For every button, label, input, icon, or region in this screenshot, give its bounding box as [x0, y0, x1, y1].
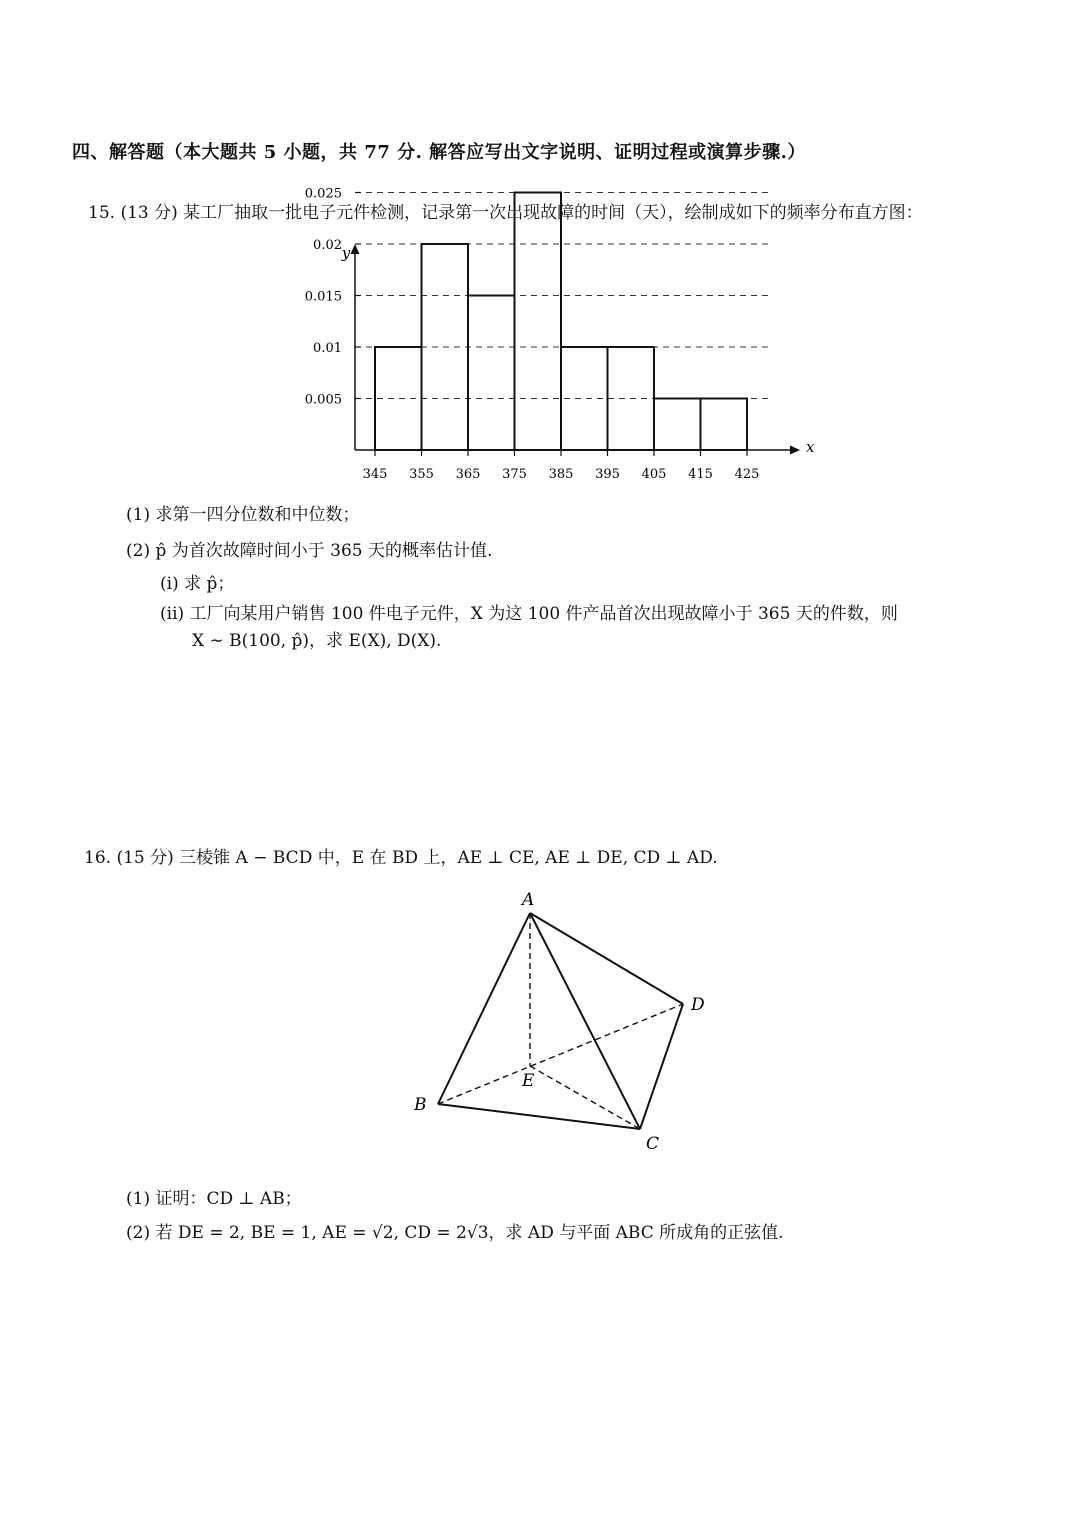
y-tick-label: 0.01 — [313, 341, 342, 356]
histogram-x-ticks — [363, 450, 760, 482]
section-title: 四、解答题（本大题共 5 小题，共 77 分. 解答应写出文字说明、证明过程或演算步骤.） — [72, 142, 806, 163]
x-tick-label: 345 — [362, 467, 388, 482]
histogram-bar — [468, 296, 515, 451]
x-tick-label: 415 — [688, 467, 713, 482]
y-tick-label: 0.015 — [304, 289, 342, 305]
edge-CD — [640, 1004, 683, 1129]
x-axis-arrow — [790, 446, 800, 455]
x-tick-label: 385 — [548, 467, 574, 482]
histogram-bar — [515, 193, 562, 451]
vertex-label-D: D — [691, 995, 705, 1015]
question-16-part-1: (1) 证明：CD ⊥ AB； — [126, 1189, 302, 1209]
histogram-bar — [654, 399, 701, 451]
question-15-part-2-ii-line-1: (ii) 工厂向某用户销售 100 件电子元件，X 为这 100 件产品首次出现故障小于 365 天的件数，则 — [160, 604, 898, 624]
x-tick-label: 395 — [595, 467, 620, 482]
x-tick-label: 425 — [734, 467, 760, 482]
edge-AB — [438, 913, 530, 1104]
question-16-stem: 16. (15 分) 三棱锥 A − BCD 中，E 在 BD 上，AE ⊥ CE, AE ⊥ DE, CD ⊥ AD. — [84, 848, 718, 868]
y-tick-label: 0.02 — [313, 238, 342, 253]
y-tick-label: 0.005 — [304, 392, 342, 408]
question-15-part-1: (1) 求第一四分位数和中位数； — [126, 505, 360, 525]
histogram-axes — [351, 244, 801, 455]
tetrahedron-figure — [400, 885, 730, 1165]
point-label-E: E — [522, 1071, 535, 1091]
histogram-bars — [375, 193, 747, 451]
vertex-label-A: A — [522, 890, 535, 910]
y-axis-arrow — [351, 244, 360, 254]
histogram-grid — [355, 193, 772, 399]
question-15-stem: 15. (13 分) 某工厂抽取一批电子元件检测，记录第一次出现故障的时间（天），绘制成如下的频率分布直方图： — [88, 203, 923, 223]
x-tick-label: 365 — [455, 467, 481, 482]
x-axis-label: x — [806, 438, 815, 456]
edge-BD-hidden — [438, 1004, 683, 1104]
question-15-part-2: (2) p̂ 为首次故障时间小于 365 天的概率估计值. — [126, 541, 493, 561]
y-axis-label: y — [341, 244, 351, 262]
edge-BC — [438, 1104, 640, 1129]
histogram-bar — [701, 399, 748, 451]
question-15-part-2-ii-line-2: X ∼ B(100, p̂)，求 E(X), D(X). — [192, 631, 442, 651]
x-tick-label: 355 — [409, 467, 434, 482]
x-tick-label: 405 — [641, 467, 667, 482]
question-16-part-2: (2) 若 DE = 2, BE = 1, AE = √2, CD = 2√3，求 AD 与平面 ABC 所成角的正弦值. — [126, 1223, 784, 1243]
vertex-label-B: B — [414, 1095, 427, 1115]
x-tick-label: 375 — [502, 467, 527, 482]
vertex-label-C: C — [646, 1134, 660, 1154]
question-15-part-2-i: (i) 求 p̂； — [160, 574, 235, 594]
y-tick-label: 0.025 — [304, 186, 342, 202]
